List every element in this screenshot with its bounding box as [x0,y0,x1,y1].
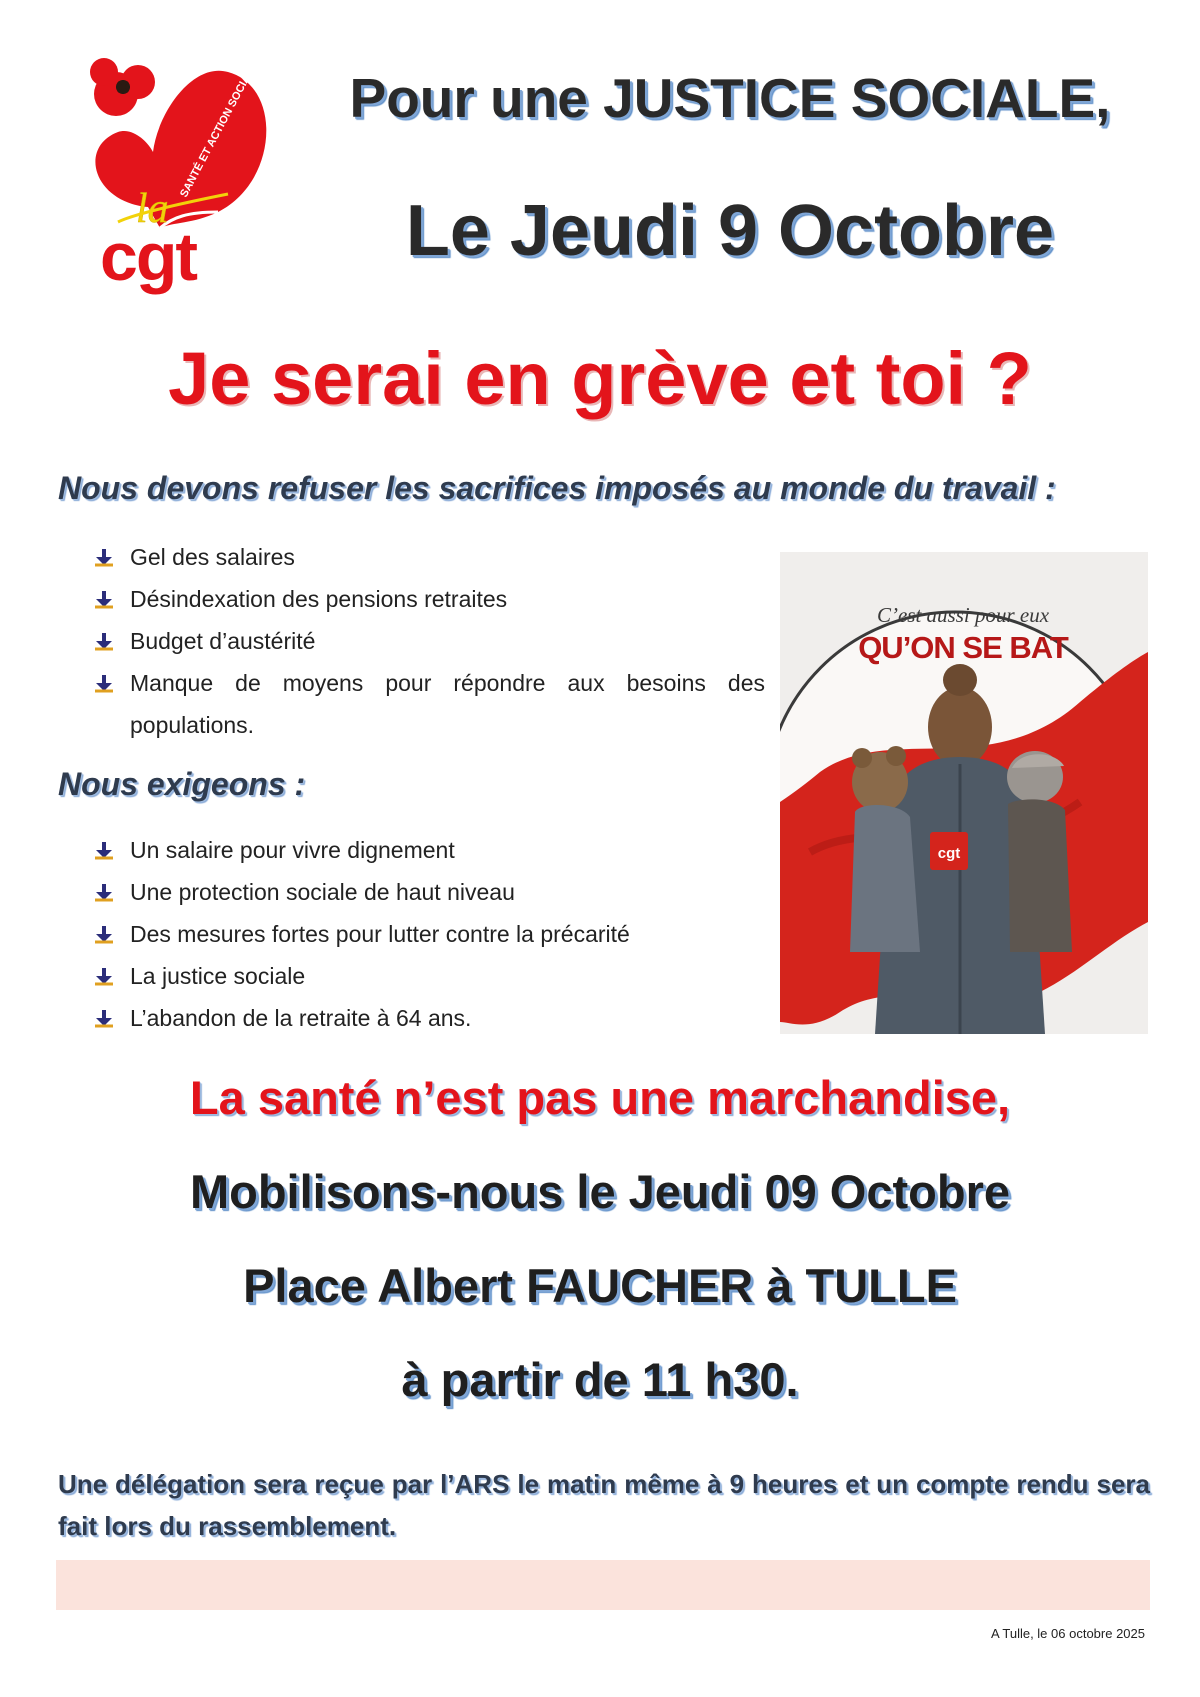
title-line-2: Le Jeudi 9 Octobre [405,191,1055,271]
poppy-icon [90,58,155,116]
list-item-text: Gel des salaires [130,544,295,570]
call-line-3: à partir de 11 h30. [401,1353,799,1406]
arrow-down-icon [92,967,116,987]
headline: Je serai en grève et toi ? [168,337,1032,420]
call-line-2: Place Albert FAUCHER à TULLE [243,1259,957,1312]
demand-heading: Nous exigeons : [58,766,306,802]
list-item [92,536,765,578]
list-item [92,871,772,913]
arrow-down-icon [92,548,116,568]
arrow-down-icon [92,925,116,945]
arrow-down-icon [92,841,116,861]
list-item-text: Manque de moyens pour répondre aux besoins des populations. [130,670,765,738]
list-item [92,997,772,1039]
arrow-down-icon [92,674,116,694]
footer-date: A Tulle, le 06 octobre 2025 [991,1626,1145,1641]
title-line-1: Pour une JUSTICE SOCIALE, [349,67,1111,129]
list-item-text: Un salaire pour vivre dignement [130,837,455,863]
list-item-text: Des mesures fortes pour lutter contre la précarité [130,921,630,947]
photo-caption-small: C’est aussi pour eux [876,603,1050,627]
cgt-logo [78,52,278,302]
logo-cgt: cgt [100,219,196,295]
logo-arc-text: SANTÉ ET ACTION SOCIALE [178,60,260,200]
arrow-down-icon [92,632,116,652]
list-item-text: Budget d’austérité [130,628,316,654]
list-item [92,662,765,746]
list-item-text: Une protection sociale de haut niveau [130,879,515,905]
list-item [92,578,765,620]
list-item [92,913,772,955]
logo-la: la [136,186,169,232]
list-item-text: La justice sociale [130,963,306,989]
arrow-down-icon [92,883,116,903]
arrow-down-icon [92,590,116,610]
arrow-down-icon [92,1009,116,1029]
refuse-heading: Nous devons refuser les sacrifices imposés au monde du travail : [58,470,1056,506]
list-item-text: Désindexation des pensions retraites [130,586,508,612]
list-item [92,829,772,871]
refuse-list [92,536,765,746]
demand-list [92,829,772,1039]
list-item [92,620,765,662]
photo-caption-big: QU’ON SE BAT [858,630,1068,665]
list-item-text: L’abandon de la retraite à 64 ans. [130,1005,472,1031]
footer-band [56,1560,1150,1610]
delegation-note: Une délégation sera reçue par l’ARS le matin même à 9 heures et un compte rendu sera fait lors du rassemblement. [58,1469,1150,1541]
photo-badge: cgt [937,845,961,862]
call-line-1: Mobilisons-nous le Jeudi 09 Octobre [189,1165,1011,1218]
slogan: La santé n’est pas une marchandise, [189,1071,1011,1124]
list-item [92,955,772,997]
